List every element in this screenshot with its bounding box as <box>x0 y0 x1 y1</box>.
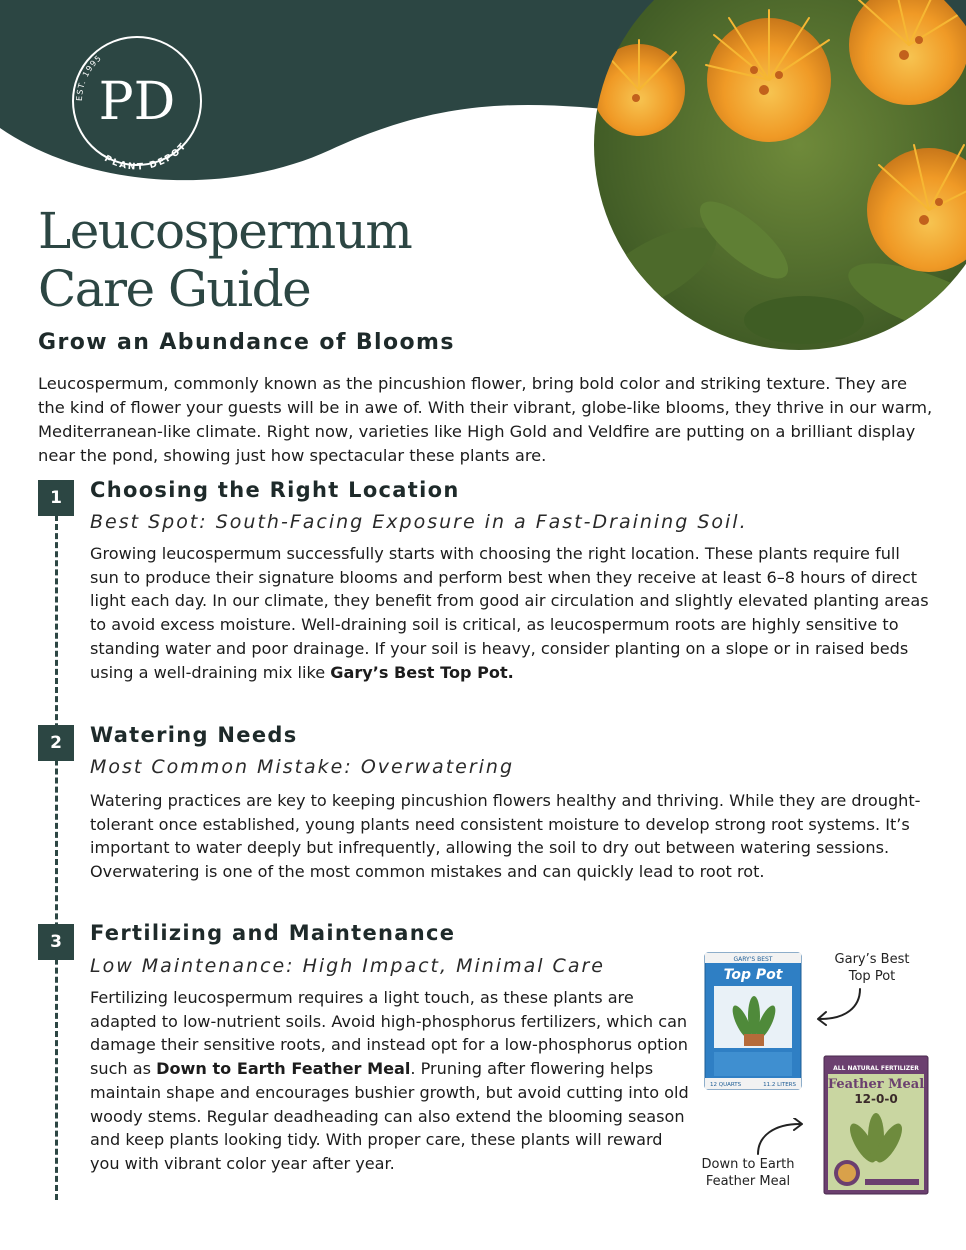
svg-text:Top Pot: Top Pot <box>723 967 783 983</box>
logo-established-text: EST. 1995 <box>74 53 104 102</box>
page-subtitle: Grow an Abundance of Blooms <box>38 330 455 355</box>
steps-timeline-line <box>55 515 58 1200</box>
step-subtitle: Low Maintenance: High Impact, Minimal Care <box>90 955 605 977</box>
product-caption-top-pot: Gary’s Best Top Pot <box>834 952 910 984</box>
step-body-text: Growing leucospermum successfully starts with choosing the right location. These plants require full sun to produce their signature blooms and perform best when they receive at least 6–8 hours of direct light each day. In our climate, they benefit from good air circulation and slightly elevated planting areas to avoid excess moisture. Well-draining soil is critical, as leucospermum roots are highly sensitive to standing water and poor drainage. If your soil is heavy, consider planting on a slope or in raised beds using a well-draining mix like <box>90 544 929 682</box>
feather-meal-box-image <box>823 1055 929 1195</box>
svg-text:11.2 LITERS: 11.2 LITERS <box>763 1082 796 1088</box>
logo-brand-name: PLANT DEPOT <box>102 140 190 173</box>
curved-arrow-icon <box>812 985 866 1027</box>
title-line-2: Care Guide <box>38 260 311 318</box>
product-mention-top-pot: Gary’s Best Top Pot. <box>330 662 514 682</box>
step-number-badge: 1 <box>38 480 74 516</box>
step-body-text-after: . Pruning after flowering helps maintain shape and encourages bushier growth, but avoid cutting into old woody stems. Regular deadheading can also extend the blooming season and keep plants looking tidy. With proper care, these plants will reward you with vibrant color year after year. <box>90 1059 689 1173</box>
curved-arrow-icon <box>752 1118 808 1158</box>
svg-text:ALL NATURAL FERTILIZER: ALL NATURAL FERTILIZER <box>833 1065 919 1072</box>
pincushion-flower-photo <box>594 0 966 350</box>
svg-text:12-0-0: 12-0-0 <box>854 1092 898 1106</box>
step-body-text: Fertilizing leucospermum requires a light touch, as these plants are adapted to low-nutrient soils. Avoid high-phosphorus fertilizers, which can damage their sensitive roots, and instead opt for a low-phosphorus option such as <box>90 988 688 1079</box>
step-title: Choosing the Right Location <box>90 478 460 502</box>
svg-text:Feather Meal: Feather Meal <box>827 1077 925 1092</box>
step-body <box>90 986 690 1176</box>
step-subtitle: Best Spot: South-Facing Exposure in a Fast-Draining Soil. <box>90 511 748 533</box>
step-body <box>90 542 930 684</box>
svg-text:PLANT DEPOT <box>102 141 189 173</box>
step-title: Watering Needs <box>90 723 298 747</box>
step-subtitle: Most Common Mistake: Overwatering <box>90 756 515 778</box>
plant-depot-logo <box>58 22 216 180</box>
product-caption-feather-meal: Down to Earth Feather Meal <box>701 1157 795 1189</box>
page-title <box>38 202 411 318</box>
title-line-1: Leucospermum <box>38 202 412 260</box>
top-pot-soil-bag-image <box>704 952 802 1090</box>
svg-text:GARY'S BEST: GARY'S BEST <box>733 956 773 963</box>
intro-paragraph: Leucospermum, commonly known as the pincushion flower, bring bold color and striking texture. They are the kind of flower your guests will be in awe of. With their vibrant, globe-like blooms, they thrive in our warm, Mediterranean-like climate. Right now, varieties like High Gold and Veldfire are putting on a brilliant display near the pond, showing just how spectacular these plants are. <box>38 374 933 465</box>
svg-text:12 QUARTS: 12 QUARTS <box>710 1082 742 1088</box>
step-title: Fertilizing and Maintenance <box>90 921 456 945</box>
svg-text:PD: PD <box>98 72 176 132</box>
step-number-badge: 2 <box>38 725 74 761</box>
step-number-badge: 3 <box>38 924 74 960</box>
step-body: Watering practices are key to keeping pincushion flowers healthy and thriving. While they are drought-tolerant once established, young plants need consistent moisture to develop strong root systems. It’s important to water deeply but infrequently, allowing the soil to dry out between watering sessions. Overwatering is one of the most common mistakes and can quickly lead to root rot. <box>90 791 921 882</box>
product-mention-feather-meal: Down to Earth Feather Meal <box>156 1059 411 1079</box>
